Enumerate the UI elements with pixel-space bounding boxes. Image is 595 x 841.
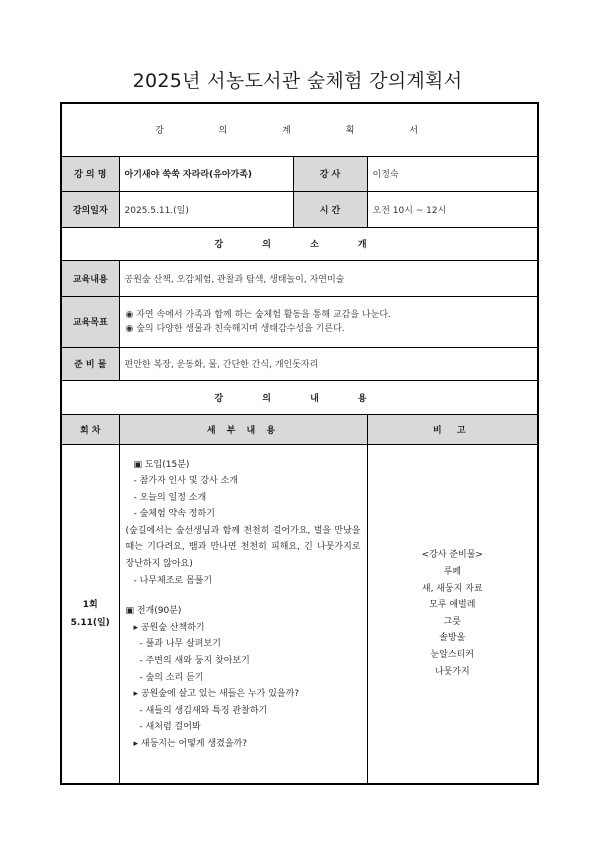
session-number: 1회: [82, 599, 98, 610]
education-content: 공원숲 산책, 오감체험, 관찰과 탐색, 생태놀이, 자연미술: [119, 260, 538, 296]
course-name: 아기새야 쑥쑥 자라라(유아가족): [119, 156, 293, 191]
detail-item: - 나무체조로 몸풀기: [133, 575, 213, 586]
intro-heading: ▣ 도입(15분): [133, 459, 190, 470]
session-date: 5.11(일): [70, 617, 110, 628]
prep-label: 준 비 물: [61, 347, 119, 380]
detail-item: - 참가자 인사 및 강사 소개: [133, 476, 238, 487]
spacer: [126, 589, 361, 603]
remark-item: 나뭇가지: [434, 666, 470, 677]
col-detail-header: 세 부 내 용: [119, 414, 367, 444]
lecture-date: 2025.5.11.(일): [119, 191, 293, 227]
detail-item: - 오늘의 일정 소개: [133, 492, 207, 503]
sub-item: - 주변의 새와 둥지 찾아보기: [139, 656, 250, 667]
detail-item: - 숲체험 약속 정하기: [133, 509, 215, 520]
instructor-name: 이정숙: [367, 156, 538, 191]
lecture-section-title: 강 의 내 용: [61, 380, 538, 414]
remark-item: 새, 새둥지 자료: [421, 583, 483, 594]
sub-item: - 새처럼 걸어봐: [139, 722, 201, 733]
goal-item: ◉ 숲의 다양한 생물과 친숙해지며 생태감수성을 기른다.: [125, 323, 345, 334]
instructor-label: 강 사: [293, 156, 367, 191]
goal-label: 교육목표: [61, 296, 119, 347]
table-heading: 강 의 계 획 서: [61, 103, 538, 156]
session-details: [119, 444, 367, 784]
sub-item: - 풀과 나무 살펴보기: [139, 639, 221, 650]
sub-item: - 숲의 소리 듣기: [139, 672, 204, 683]
remark-item: 눈알스티커: [430, 649, 475, 660]
lecture-time: 오전 10시 ~ 12시: [367, 191, 538, 227]
activity-item: ▸ 공원숲에 살고 있는 새들은 누가 있을까?: [133, 689, 300, 700]
sub-item: - 새들의 생김새와 특징 관찰하기: [139, 705, 268, 716]
remark-heading: <강사 준비물>: [421, 550, 483, 561]
development-heading: ▣ 전개(90분): [125, 606, 182, 617]
remark-item: 솔방울: [439, 633, 466, 644]
document-title: 2025년 서농도서관 숲체험 강의계획서: [132, 70, 463, 92]
session-cell: [61, 444, 119, 784]
supplies: 편안한 복장, 운동화, 물, 간단한 간식, 개인돗자리: [119, 347, 538, 380]
content-label: 교육내용: [61, 260, 119, 296]
remark-item: 루페: [443, 566, 461, 577]
col-session-header: 회 차: [61, 414, 119, 444]
time-label: 시 간: [293, 191, 367, 227]
rules-note: (숲길에서는 숲선생님과 함께 천천히 걸어가요, 벌을 만났을 때는 기다려요, 뱀과 만나면 천천히 피해요, 긴 나뭇가지로 장난하지 않아요): [125, 525, 361, 570]
date-label: 강의일자: [61, 191, 119, 227]
activity-item: ▸ 공원숲 산책하기: [133, 622, 205, 633]
col-note-header: 비 고: [367, 414, 538, 444]
remark-item: 그릇: [443, 616, 461, 627]
education-goals: [119, 296, 538, 347]
remarks: [367, 444, 538, 784]
activity-item: ▸ 새둥지는 어떻게 생겼을까?: [133, 739, 248, 749]
goal-item: ◉ 자연 속에서 가족과 함께 하는 숲체험 활동을 통해 교감을 나눈다.: [125, 309, 391, 320]
intro-section-title: 강 의 소 개: [61, 227, 538, 260]
course-name-label: 강 의 명: [61, 156, 119, 191]
remark-item: 모루 애벌레: [429, 600, 476, 611]
lecture-plan-table: [60, 102, 539, 785]
